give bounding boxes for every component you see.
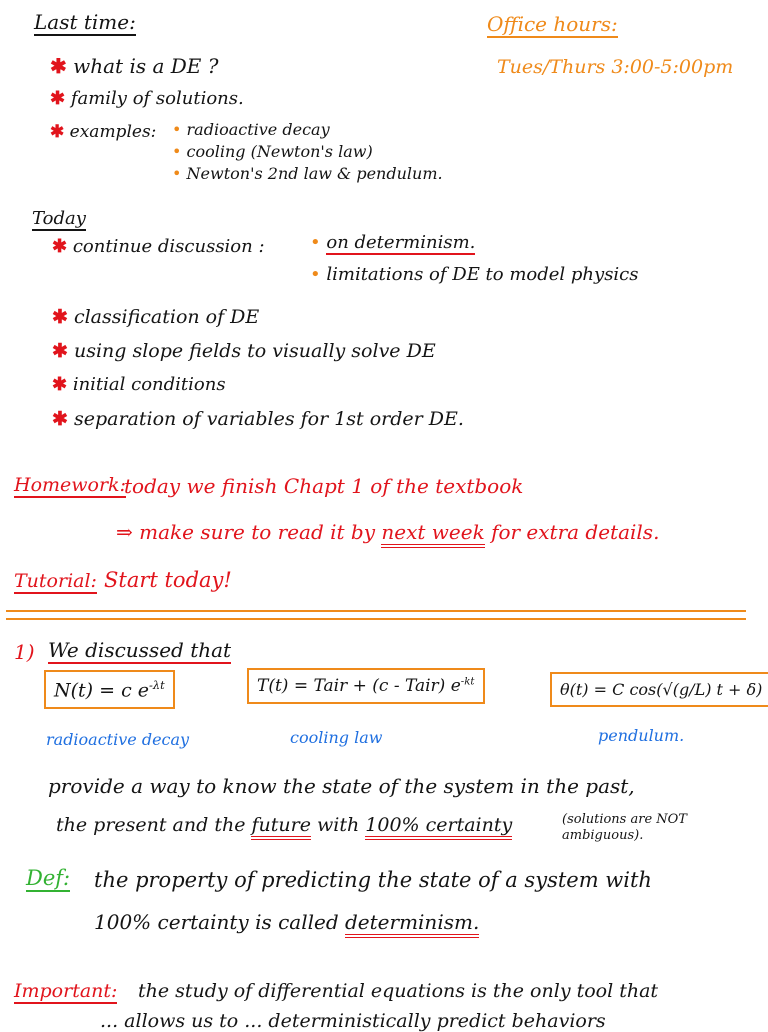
section-divider <box>6 618 746 620</box>
bullet-star-icon: ✱ <box>52 374 68 395</box>
today-item: ✱ separation of variables for 1st order DE. <box>52 408 464 430</box>
bullet-dot-icon: • <box>172 142 182 161</box>
important-text: the study of differential equations is the only tool that <box>138 980 659 1002</box>
section-heading: We discussed that <box>48 638 232 662</box>
homework-text: today we finish Chapt 1 of the textbook <box>124 474 524 498</box>
important-label: Important: <box>14 980 118 1002</box>
example-item: • cooling (Newton's law) <box>172 142 373 161</box>
formula-box: N(t) = c $e^{-\lambda t}$ <box>44 670 175 709</box>
today-title: Today <box>32 208 86 229</box>
tutorial-text: Start today! <box>104 568 232 592</box>
continue-item: • on determinism. <box>310 232 476 253</box>
last-time-item: ✱ what is a DE ? <box>50 54 219 78</box>
bullet-star-icon: ✱ <box>50 54 67 78</box>
office-hours-value: Tues/Thurs 3:00-5:00pm <box>497 56 734 78</box>
def-label: Def: <box>26 866 71 890</box>
today-item: ✱ initial conditions <box>52 374 226 395</box>
homework-note: ⇒ make sure to read it by next week for extra details. <box>116 520 659 544</box>
example-item: • radioactive decay <box>172 120 330 139</box>
today-item: ✱ using slope fields to visually solve DE <box>52 340 436 362</box>
formula-box: θ(t) = C cos(√(g/L) t + δ) <box>550 672 768 707</box>
bullet-star-icon: ✱ <box>52 236 68 257</box>
bullet-dot-icon: • <box>172 120 182 139</box>
formula-caption: cooling law <box>290 728 383 747</box>
section-number: 1) <box>14 640 35 664</box>
def-line: the property of predicting the state of a system with <box>94 868 652 892</box>
bullet-dot-icon: • <box>310 264 321 285</box>
continue-item: • limitations of DE to model physics <box>310 264 639 285</box>
bullet-star-icon: ✱ <box>50 122 65 142</box>
def-line: 100% certainty is called determinism. <box>94 910 479 934</box>
paragraph-line: the present and the future with 100% certainty <box>56 814 512 836</box>
bullet-dot-icon: • <box>310 232 321 253</box>
formula-caption: radioactive decay <box>46 730 190 749</box>
bullet-star-icon: ✱ <box>52 340 68 362</box>
last-time-item: ✱ family of solutions. <box>50 88 244 109</box>
today-item: ✱ classification of DE <box>52 306 260 328</box>
section-divider <box>6 610 746 612</box>
formula-caption: pendulum. <box>598 726 685 745</box>
today-continue-label: ✱ continue discussion : <box>52 236 265 257</box>
important-line2: ... allows us to ... deterministically predict behaviors <box>100 1010 606 1032</box>
examples-label: ✱ examples: <box>50 122 157 142</box>
last-time-title: Last time: <box>34 10 136 34</box>
tutorial-label: Tutorial: <box>14 570 97 592</box>
bullet-dot-icon: • <box>172 164 182 183</box>
homework-label: Homework: <box>14 474 126 496</box>
bullet-star-icon: ✱ <box>52 408 68 430</box>
bullet-star-icon: ✱ <box>52 306 68 328</box>
office-hours-title: Office hours: <box>487 12 618 36</box>
bullet-star-icon: ✱ <box>50 88 66 109</box>
formula-box: T(t) = Tair + (c - Tair) $e^{-kt}$ <box>247 668 485 704</box>
example-item: • Newton's 2nd law & pendulum. <box>172 164 443 183</box>
paragraph-paren: (solutions are NOT ambiguous). <box>562 812 687 843</box>
paragraph-line: provide a way to know the state of the system in the past, <box>48 774 635 798</box>
